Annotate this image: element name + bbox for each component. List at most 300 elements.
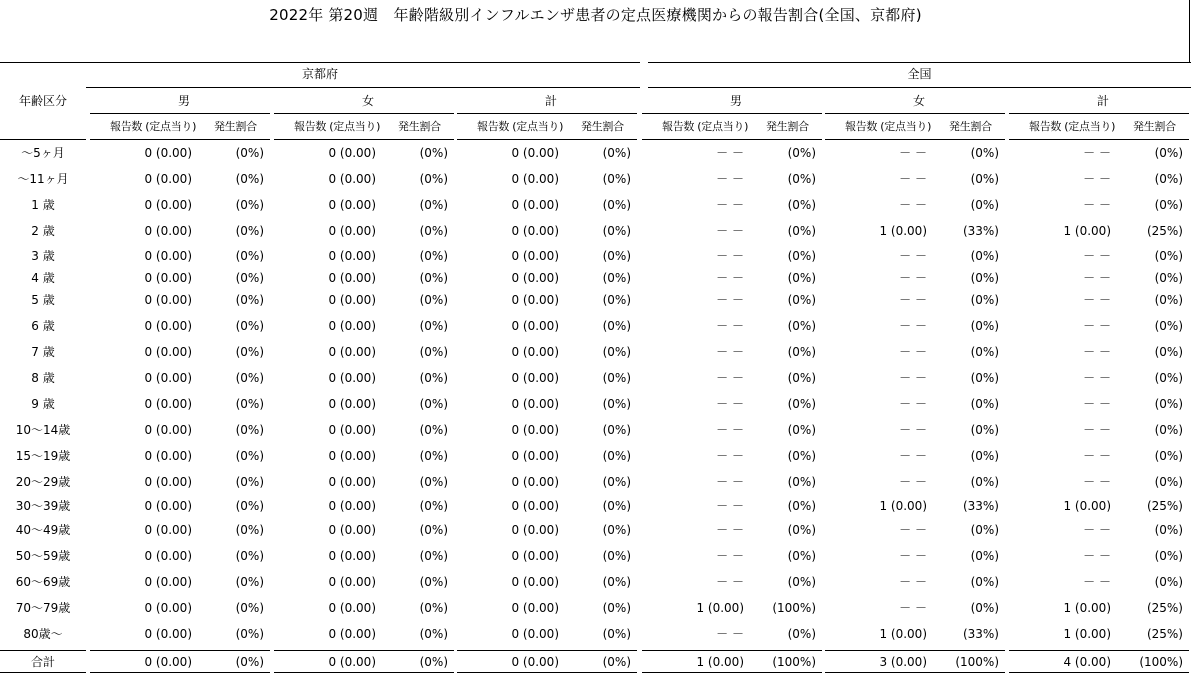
report-count: 0 (0.00) — [328, 655, 376, 669]
occurrence-ratio: (0%) — [602, 293, 631, 307]
report-count: 0 (0.00) — [144, 397, 192, 411]
top-rule-national — [648, 62, 1191, 63]
report-count: － － — [899, 198, 927, 212]
report-count: 1 (0.00) — [879, 224, 927, 238]
occurrence-ratio: (0%) — [787, 397, 816, 411]
occurrence-ratio: (0%) — [602, 499, 631, 513]
occurrence-ratio: (0%) — [970, 319, 999, 333]
occurrence-ratio: (0%) — [1154, 575, 1183, 589]
occurrence-ratio: (100%) — [772, 601, 816, 615]
report-count: 0 (0.00) — [328, 224, 376, 238]
report-count: 0 (0.00) — [144, 371, 192, 385]
report-count: 0 (0.00) — [328, 627, 376, 641]
occurrence-ratio: (0%) — [970, 575, 999, 589]
region-underline-kyoto — [86, 87, 640, 88]
report-count: 0 (0.00) — [328, 371, 376, 385]
occurrence-ratio: (0%) — [419, 397, 448, 411]
occurrence-ratio: (0%) — [419, 499, 448, 513]
report-count: 0 (0.00) — [144, 449, 192, 463]
sex-group-header: 女 — [361, 94, 374, 108]
occurrence-ratio: (0%) — [970, 475, 999, 489]
report-count: 0 (0.00) — [511, 146, 559, 160]
total-top-rule — [825, 650, 1005, 651]
report-count: 1 (0.00) — [879, 627, 927, 641]
occurrence-ratio: (0%) — [602, 249, 631, 263]
occurrence-ratio: (0%) — [602, 172, 631, 186]
report-count: 0 (0.00) — [328, 293, 376, 307]
report-count: － － — [899, 601, 927, 615]
age-label: 80歳〜 — [23, 627, 63, 641]
group-underline — [457, 113, 637, 114]
occurrence-ratio: (0%) — [1154, 249, 1183, 263]
report-count: － － — [899, 523, 927, 537]
report-count: 0 (0.00) — [511, 172, 559, 186]
ratio-column-header: 発生割合 — [398, 120, 441, 133]
occurrence-ratio: (0%) — [419, 549, 448, 563]
report-count: 1 (0.00) — [696, 601, 744, 615]
total-age-label: 合計 — [30, 655, 55, 669]
occurrence-ratio: (0%) — [1154, 371, 1183, 385]
top-rule-kyoto — [0, 62, 640, 63]
occurrence-ratio: (0%) — [602, 549, 631, 563]
occurrence-ratio: (0%) — [787, 575, 816, 589]
report-count: 1 (0.00) — [879, 499, 927, 513]
sex-group-header: 女 — [912, 94, 925, 108]
occurrence-ratio: (0%) — [602, 345, 631, 359]
occurrence-ratio: (0%) — [787, 319, 816, 333]
occurrence-ratio: (0%) — [419, 271, 448, 285]
subheader-underline — [1009, 139, 1189, 140]
occurrence-ratio: (0%) — [419, 449, 448, 463]
age-label: 8 歳 — [31, 371, 55, 385]
report-count: 0 (0.00) — [328, 499, 376, 513]
report-count: － － — [716, 249, 744, 263]
occurrence-ratio: (0%) — [419, 345, 448, 359]
report-count: 0 (0.00) — [511, 249, 559, 263]
report-count: － － — [716, 499, 744, 513]
ratio-column-header: 発生割合 — [1133, 120, 1176, 133]
occurrence-ratio: (0%) — [1154, 475, 1183, 489]
occurrence-ratio: (25%) — [1146, 627, 1183, 641]
occurrence-ratio: (0%) — [602, 475, 631, 489]
occurrence-ratio: (0%) — [1154, 293, 1183, 307]
subheader-underline — [825, 139, 1005, 140]
report-count: － － — [716, 627, 744, 641]
occurrence-ratio: (0%) — [419, 371, 448, 385]
subheader-underline — [642, 139, 822, 140]
report-count: 0 (0.00) — [328, 345, 376, 359]
occurrence-ratio: (0%) — [602, 523, 631, 537]
report-count: 0 (0.00) — [144, 271, 192, 285]
occurrence-ratio: (0%) — [970, 293, 999, 307]
report-count: － － — [1083, 549, 1111, 563]
occurrence-ratio: (0%) — [602, 423, 631, 437]
report-count: － － — [716, 172, 744, 186]
count-column-header: 報告数 (定点当り) — [477, 120, 564, 133]
occurrence-ratio: (0%) — [235, 655, 264, 669]
report-count: 0 (0.00) — [144, 249, 192, 263]
report-count: 0 (0.00) — [144, 499, 192, 513]
occurrence-ratio: (0%) — [1154, 319, 1183, 333]
age-column-header: 年齢区分 — [18, 94, 67, 108]
age-label: 1 歳 — [31, 198, 55, 212]
occurrence-ratio: (33%) — [962, 627, 999, 641]
bottom-rule — [457, 672, 637, 673]
occurrence-ratio: (0%) — [787, 198, 816, 212]
report-count: 0 (0.00) — [511, 345, 559, 359]
report-count: 0 (0.00) — [144, 627, 192, 641]
report-count: 0 (0.00) — [511, 449, 559, 463]
occurrence-ratio: (0%) — [1154, 549, 1183, 563]
occurrence-ratio: (0%) — [1154, 449, 1183, 463]
right-border — [1189, 0, 1190, 63]
group-underline — [825, 113, 1005, 114]
occurrence-ratio: (0%) — [602, 601, 631, 615]
group-underline — [274, 113, 454, 114]
report-count: － － — [1083, 198, 1111, 212]
report-count: － － — [899, 271, 927, 285]
occurrence-ratio: (0%) — [970, 371, 999, 385]
report-count: 0 (0.00) — [144, 224, 192, 238]
report-count: 0 (0.00) — [328, 172, 376, 186]
report-count: － － — [899, 549, 927, 563]
report-count: － － — [899, 319, 927, 333]
occurrence-ratio: (0%) — [419, 575, 448, 589]
report-count: 0 (0.00) — [511, 271, 559, 285]
report-count: 0 (0.00) — [511, 655, 559, 669]
report-count: － － — [716, 397, 744, 411]
report-count: － － — [899, 475, 927, 489]
report-count: 0 (0.00) — [511, 371, 559, 385]
occurrence-ratio: (0%) — [787, 345, 816, 359]
occurrence-ratio: (0%) — [970, 198, 999, 212]
report-count: － － — [716, 523, 744, 537]
occurrence-ratio: (0%) — [602, 198, 631, 212]
occurrence-ratio: (0%) — [419, 523, 448, 537]
report-count: 0 (0.00) — [144, 575, 192, 589]
report-count: － － — [899, 172, 927, 186]
occurrence-ratio: (0%) — [235, 549, 264, 563]
report-count: － － — [899, 249, 927, 263]
report-count: － － — [1083, 271, 1111, 285]
ratio-column-header: 発生割合 — [766, 120, 809, 133]
report-count: 0 (0.00) — [144, 345, 192, 359]
occurrence-ratio: (0%) — [970, 523, 999, 537]
occurrence-ratio: (0%) — [787, 475, 816, 489]
occurrence-ratio: (0%) — [787, 293, 816, 307]
bottom-rule — [825, 672, 1005, 673]
region-underline-national — [648, 87, 1191, 88]
report-count: 0 (0.00) — [328, 475, 376, 489]
report-count: 0 (0.00) — [511, 198, 559, 212]
occurrence-ratio: (0%) — [787, 449, 816, 463]
report-count: 0 (0.00) — [511, 601, 559, 615]
group-underline — [642, 113, 822, 114]
report-count: 0 (0.00) — [144, 549, 192, 563]
age-label: 3 歳 — [31, 249, 55, 263]
report-count: － － — [1083, 146, 1111, 160]
age-label: 〜11ヶ月 — [17, 172, 69, 186]
report-count: 0 (0.00) — [328, 575, 376, 589]
age-label: 30〜39歳 — [15, 499, 71, 513]
report-count: 0 (0.00) — [328, 271, 376, 285]
occurrence-ratio: (25%) — [1146, 224, 1183, 238]
report-count: － － — [1083, 575, 1111, 589]
report-count: 0 (0.00) — [144, 172, 192, 186]
occurrence-ratio: (0%) — [787, 423, 816, 437]
report-count: 0 (0.00) — [511, 319, 559, 333]
occurrence-ratio: (0%) — [970, 146, 999, 160]
occurrence-ratio: (0%) — [235, 397, 264, 411]
occurrence-ratio: (0%) — [970, 449, 999, 463]
occurrence-ratio: (0%) — [235, 423, 264, 437]
report-count: 0 (0.00) — [511, 397, 559, 411]
occurrence-ratio: (25%) — [1146, 499, 1183, 513]
occurrence-ratio: (0%) — [235, 601, 264, 615]
occurrence-ratio: (0%) — [419, 475, 448, 489]
occurrence-ratio: (0%) — [419, 146, 448, 160]
total-top-rule — [457, 650, 637, 651]
occurrence-ratio: (0%) — [970, 423, 999, 437]
occurrence-ratio: (0%) — [419, 249, 448, 263]
page-title: 2022年 第20週 年齢階級別インフルエンザ患者の定点医療機関からの報告割合(全国、京都府) — [269, 6, 922, 24]
occurrence-ratio: (0%) — [970, 345, 999, 359]
occurrence-ratio: (0%) — [419, 655, 448, 669]
total-top-rule — [1009, 650, 1189, 651]
occurrence-ratio: (0%) — [235, 198, 264, 212]
sex-group-header: 男 — [729, 94, 742, 108]
group-underline — [90, 113, 270, 114]
occurrence-ratio: (0%) — [235, 523, 264, 537]
report-count: 0 (0.00) — [144, 146, 192, 160]
report-count: 4 (0.00) — [1063, 655, 1111, 669]
age-label: 7 歳 — [31, 345, 55, 359]
occurrence-ratio: (0%) — [602, 146, 631, 160]
report-count: 0 (0.00) — [328, 319, 376, 333]
ratio-column-header: 発生割合 — [949, 120, 992, 133]
sex-group-header: 計 — [1096, 94, 1109, 108]
report-count: － － — [899, 345, 927, 359]
occurrence-ratio: (0%) — [602, 224, 631, 238]
report-count: 0 (0.00) — [328, 601, 376, 615]
report-count: 0 (0.00) — [144, 198, 192, 212]
ratio-column-header: 発生割合 — [581, 120, 624, 133]
age-label: 50〜59歳 — [15, 549, 71, 563]
report-count: 0 (0.00) — [328, 249, 376, 263]
report-count: － － — [1083, 423, 1111, 437]
report-count: 0 (0.00) — [144, 319, 192, 333]
report-count: － － — [716, 475, 744, 489]
occurrence-ratio: (0%) — [602, 319, 631, 333]
report-count: － － — [899, 371, 927, 385]
report-count: － － — [1083, 293, 1111, 307]
region-header-1: 全国 — [907, 67, 932, 81]
report-count: － － — [716, 371, 744, 385]
age-label: 15〜19歳 — [15, 449, 71, 463]
ratio-column-header: 発生割合 — [214, 120, 257, 133]
count-column-header: 報告数 (定点当り) — [1029, 120, 1116, 133]
report-count: 0 (0.00) — [328, 198, 376, 212]
report-count: － － — [1083, 319, 1111, 333]
report-count: － － — [1083, 345, 1111, 359]
report-count: 0 (0.00) — [328, 423, 376, 437]
report-count: － － — [1083, 523, 1111, 537]
occurrence-ratio: (0%) — [235, 319, 264, 333]
report-count: 0 (0.00) — [328, 549, 376, 563]
age-label: 60〜69歳 — [15, 575, 71, 589]
report-count: 0 (0.00) — [328, 449, 376, 463]
report-count: 0 (0.00) — [144, 655, 192, 669]
report-count: 1 (0.00) — [1063, 601, 1111, 615]
region-header-0: 京都府 — [301, 67, 338, 81]
occurrence-ratio: (0%) — [970, 549, 999, 563]
age-label: 9 歳 — [31, 397, 55, 411]
report-count: － － — [716, 198, 744, 212]
occurrence-ratio: (0%) — [787, 172, 816, 186]
total-top-rule — [90, 650, 270, 651]
report-count: － － — [899, 575, 927, 589]
occurrence-ratio: (100%) — [955, 655, 999, 669]
bottom-rule — [90, 672, 270, 673]
occurrence-ratio: (0%) — [602, 655, 631, 669]
occurrence-ratio: (0%) — [1154, 345, 1183, 359]
occurrence-ratio: (0%) — [419, 172, 448, 186]
age-label: 20〜29歳 — [15, 475, 71, 489]
occurrence-ratio: (100%) — [772, 655, 816, 669]
occurrence-ratio: (0%) — [419, 423, 448, 437]
age-label: 4 歳 — [31, 271, 55, 285]
report-count: 0 (0.00) — [511, 224, 559, 238]
report-count: 1 (0.00) — [1063, 499, 1111, 513]
occurrence-ratio: (0%) — [235, 146, 264, 160]
report-count: － － — [716, 319, 744, 333]
occurrence-ratio: (0%) — [970, 601, 999, 615]
report-count: 0 (0.00) — [511, 627, 559, 641]
occurrence-ratio: (0%) — [235, 271, 264, 285]
occurrence-ratio: (0%) — [602, 575, 631, 589]
occurrence-ratio: (0%) — [787, 523, 816, 537]
occurrence-ratio: (0%) — [1154, 146, 1183, 160]
report-count: － － — [1083, 475, 1111, 489]
occurrence-ratio: (100%) — [1139, 655, 1183, 669]
age-label: 〜5ヶ月 — [21, 146, 65, 160]
occurrence-ratio: (0%) — [235, 224, 264, 238]
report-count: － － — [899, 146, 927, 160]
occurrence-ratio: (0%) — [419, 319, 448, 333]
age-label: 70〜79歳 — [15, 601, 71, 615]
occurrence-ratio: (0%) — [787, 271, 816, 285]
report-count: 0 (0.00) — [144, 601, 192, 615]
subheader-underline — [90, 139, 270, 140]
occurrence-ratio: (0%) — [235, 627, 264, 641]
occurrence-ratio: (25%) — [1146, 601, 1183, 615]
report-count: 1 (0.00) — [696, 655, 744, 669]
occurrence-ratio: (0%) — [787, 499, 816, 513]
occurrence-ratio: (0%) — [602, 627, 631, 641]
occurrence-ratio: (0%) — [787, 249, 816, 263]
report-count: 3 (0.00) — [879, 655, 927, 669]
report-count: － － — [716, 224, 744, 238]
occurrence-ratio: (0%) — [419, 224, 448, 238]
report-count: － － — [716, 345, 744, 359]
occurrence-ratio: (0%) — [235, 293, 264, 307]
count-column-header: 報告数 (定点当り) — [845, 120, 932, 133]
count-column-header: 報告数 (定点当り) — [662, 120, 749, 133]
bottom-rule-age — [0, 672, 86, 673]
report-count: － － — [1083, 397, 1111, 411]
occurrence-ratio: (0%) — [970, 271, 999, 285]
occurrence-ratio: (0%) — [1154, 423, 1183, 437]
group-underline — [1009, 113, 1189, 114]
occurrence-ratio: (0%) — [1154, 271, 1183, 285]
occurrence-ratio: (0%) — [787, 627, 816, 641]
report-count: － － — [899, 423, 927, 437]
report-count: － － — [716, 146, 744, 160]
occurrence-ratio: (0%) — [235, 475, 264, 489]
report-count: － － — [716, 271, 744, 285]
report-count: － － — [716, 423, 744, 437]
occurrence-ratio: (0%) — [1154, 523, 1183, 537]
report-count: 0 (0.00) — [328, 397, 376, 411]
report-count: － － — [1083, 249, 1111, 263]
age-label: 6 歳 — [31, 319, 55, 333]
occurrence-ratio: (0%) — [787, 224, 816, 238]
count-column-header: 報告数 (定点当り) — [110, 120, 197, 133]
report-count: － － — [1083, 449, 1111, 463]
occurrence-ratio: (0%) — [419, 198, 448, 212]
report-count: － － — [899, 293, 927, 307]
occurrence-ratio: (0%) — [235, 371, 264, 385]
bottom-rule — [642, 672, 822, 673]
report-count: 0 (0.00) — [144, 293, 192, 307]
occurrence-ratio: (0%) — [602, 397, 631, 411]
occurrence-ratio: (0%) — [235, 449, 264, 463]
age-label: 5 歳 — [31, 293, 55, 307]
bottom-rule — [1009, 672, 1189, 673]
age-label: 40〜49歳 — [15, 523, 71, 537]
occurrence-ratio: (0%) — [1154, 397, 1183, 411]
occurrence-ratio: (0%) — [970, 172, 999, 186]
age-label: 2 歳 — [31, 224, 55, 238]
report-count: 0 (0.00) — [144, 475, 192, 489]
report-count: 0 (0.00) — [511, 499, 559, 513]
occurrence-ratio: (0%) — [235, 499, 264, 513]
report-count: 0 (0.00) — [144, 423, 192, 437]
occurrence-ratio: (0%) — [602, 449, 631, 463]
occurrence-ratio: (0%) — [1154, 198, 1183, 212]
report-count: － － — [1083, 172, 1111, 186]
occurrence-ratio: (33%) — [962, 224, 999, 238]
occurrence-ratio: (33%) — [962, 499, 999, 513]
subheader-underline-age — [0, 139, 86, 140]
occurrence-ratio: (0%) — [1154, 172, 1183, 186]
report-count: － － — [716, 549, 744, 563]
total-top-rule — [642, 650, 822, 651]
age-label: 10〜14歳 — [15, 423, 71, 437]
occurrence-ratio: (0%) — [787, 549, 816, 563]
report-count: － － — [716, 575, 744, 589]
report-count: 0 (0.00) — [511, 423, 559, 437]
subheader-underline — [274, 139, 454, 140]
count-column-header: 報告数 (定点当り) — [294, 120, 381, 133]
report-count: 0 (0.00) — [511, 523, 559, 537]
total-top-rule — [274, 650, 454, 651]
report-count: 0 (0.00) — [511, 475, 559, 489]
bottom-rule — [274, 672, 454, 673]
report-count: － － — [716, 449, 744, 463]
report-count: 0 (0.00) — [511, 575, 559, 589]
report-count: － － — [899, 449, 927, 463]
